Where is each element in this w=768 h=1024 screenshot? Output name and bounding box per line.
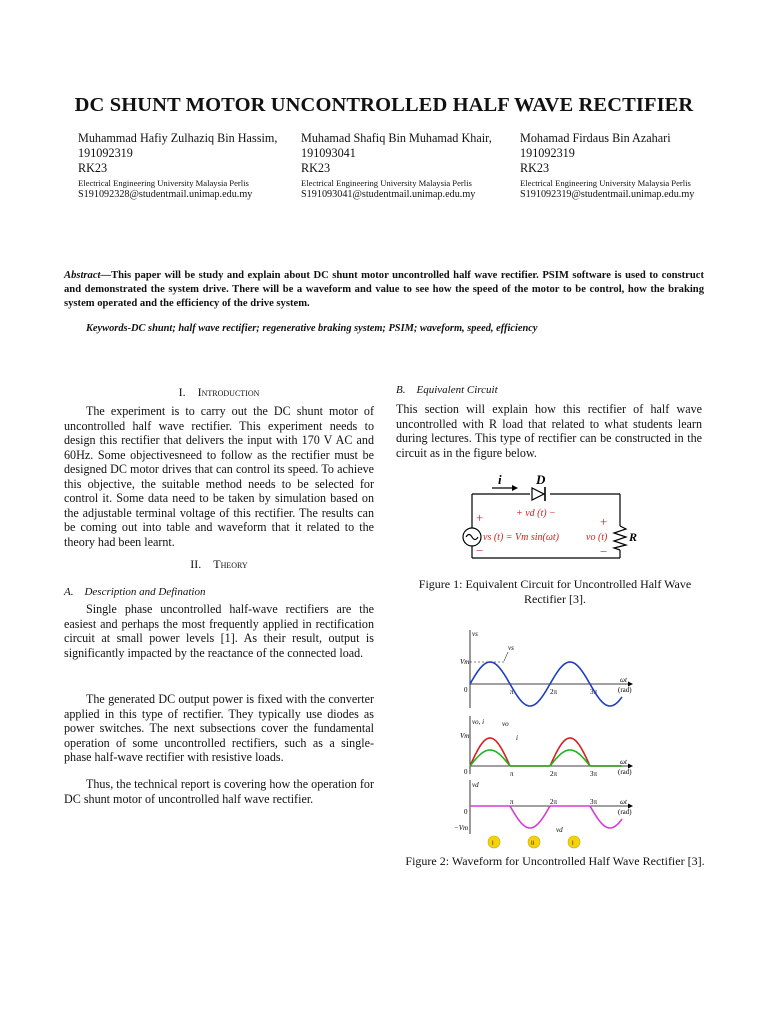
section-title: Introduction	[197, 385, 260, 399]
section-heading-introduction	[64, 385, 374, 400]
subsection-heading-equivalent-circuit	[396, 384, 702, 396]
zero-label: 0	[464, 686, 468, 694]
waveform-figure	[428, 624, 644, 852]
subsection-title: Description and Defination	[84, 586, 206, 598]
figure-2-caption: Figure 2: Waveform for Uncontrolled Half Wave Rectifier [3].	[405, 854, 705, 868]
rad-label: (rad)	[618, 808, 632, 816]
resistor-label: R	[629, 530, 638, 544]
omega-t-label: ωt	[620, 798, 627, 806]
i-curve-label: i	[516, 734, 518, 742]
author-affiliation: Electrical Engineering University Malaysia Perlis	[301, 178, 472, 188]
diode-voltage-label: + vd (t) −	[516, 508, 556, 519]
rad-label: (rad)	[618, 686, 632, 694]
load-minus-sign: −	[600, 544, 608, 559]
interval-marker-1	[488, 836, 500, 848]
section-number: II.	[190, 557, 202, 571]
pi-label: π	[510, 770, 514, 778]
current-curve	[470, 750, 622, 766]
introduction-paragraph: The experiment is to carry out the DC shunt motor of uncontrolled half wave rectifier. This experiment needs to design this rectifier that delivers the input with 170 V AC and 60Hz. Some objectivesneed to follow as the rectifier must be designed DC motor drives that can control its speed. To achieve this objective, the suitable method needs to be selected for control it. Some data need to be taken by simulation based on the adjustable terminal voltage of this rectifier. The results can be coming out into table and waveform that it related to the theory had been learnt.	[64, 404, 374, 549]
theory-paragraph-3: Thus, the technical report is covering how the operation for DC shunt motor of uncontrolled half wave rectifier.	[64, 777, 374, 806]
author-id: 191092319	[520, 146, 575, 160]
author-email: S191093041@studentmail.unimap.edu.my	[301, 189, 476, 200]
section-number: I.	[178, 385, 186, 399]
source-minus-sign: −	[476, 543, 484, 558]
author-name: Mohamad Firdaus Bin Azahari	[520, 131, 671, 145]
author-id: 191093041	[301, 146, 356, 160]
two-pi-label: 2π	[550, 798, 558, 806]
marker-label: ii	[531, 840, 535, 847]
omega-t-label: ωt	[620, 676, 627, 684]
interval-marker-3	[568, 836, 580, 848]
keywords: Keywords-DC shunt; half wave rectifier; regenerative braking system; PSIM; waveform, speed, efficiency	[86, 323, 538, 334]
two-pi-label: 2π	[550, 688, 558, 696]
author-1	[78, 131, 308, 201]
source-voltage-label: vs (t) = Vm sin(ωt)	[483, 532, 560, 543]
rad-label: (rad)	[618, 768, 632, 776]
author-3	[520, 131, 750, 201]
author-email: S191092328@studentmail.unimap.edu.my	[78, 189, 253, 200]
two-pi-label: 2π	[550, 770, 558, 778]
output-voltage-curve	[470, 738, 622, 766]
vd-axis-label: vd	[472, 781, 479, 789]
author-affiliation: Electrical Engineering University Malaysia Perlis	[78, 178, 249, 188]
neg-vm-label: −Vm	[454, 824, 469, 832]
subsection-label: A.	[64, 586, 74, 598]
paper-title: DC SHUNT MOTOR UNCONTROLLED HALF WAVE RECTIFIER	[74, 94, 694, 116]
three-pi-label: 3π	[590, 798, 598, 806]
author-group: RK23	[301, 161, 331, 175]
current-arrow-icon	[512, 485, 518, 491]
output-voltage-label: vo (t)	[586, 532, 608, 543]
vo-i-axis-label: vo, i	[472, 718, 485, 726]
author-group: RK23	[78, 161, 108, 175]
subsection-title: Equivalent Circuit	[416, 384, 498, 396]
equivalent-circuit-paragraph: This section will explain how this rectifier of half wave uncontrolled with R load that related to what students learn during lectures. This type of rectifier can be constructed in the circuit as in the figure below.	[396, 402, 702, 460]
author-email: S191092319@studentmail.unimap.edu.my	[520, 189, 695, 200]
vs-axis-label: vs	[472, 630, 478, 638]
vm-label: Vm	[460, 732, 470, 740]
pi-label: π	[510, 688, 514, 696]
abstract-text: —This paper will be study and explain about DC shunt motor uncontrolled half wave rectifier. PSIM software is used to construct and demonstrated the system drive. There will be a waveform and value to see how the speed of the motor to be control, how the braking system operated and the efficiency of the drive system.	[64, 270, 704, 310]
omega-t-label: ωt	[620, 758, 627, 766]
abstract-label: Abstract	[64, 270, 101, 281]
abstract	[64, 269, 704, 312]
theory-paragraph-2: The generated DC output power is fixed with the converter applied in this type of rectifier. They typically use diodes as power switches. The next subsections cover the fundamental operation of some uncontrolled rectifiers, such as a single-phase half-wave rectifier with resistive loads.	[64, 692, 374, 764]
author-2	[301, 131, 531, 201]
vo-curve-label: vo	[502, 720, 509, 728]
marker-label: i	[492, 840, 494, 847]
diode-voltage-curve	[470, 806, 622, 828]
author-name: Muhammad Hafiy Zulhaziq Bin Hassim,	[78, 131, 278, 145]
author-name: Muhamad Shafiq Bin Muhamad Khair,	[301, 131, 492, 145]
source-plus-sign: +	[476, 510, 484, 525]
zero-label: 0	[464, 808, 468, 816]
pi-label: π	[510, 798, 514, 806]
diode-icon	[532, 488, 544, 500]
theory-paragraph-1: Single phase uncontrolled half-wave rectifiers are the easiest and perhaps the most frequently applied in rectification circuit at small power levels [1]. As their result, output is significantly impacted by the reactance of the connected load.	[64, 602, 374, 660]
vm-label: Vm	[460, 658, 470, 666]
section-heading-theory	[64, 557, 374, 572]
load-plus-sign: +	[600, 514, 608, 529]
three-pi-label: 3π	[590, 688, 598, 696]
author-group: RK23	[520, 161, 550, 175]
diode-label: D	[536, 472, 546, 487]
current-label: i	[498, 472, 502, 487]
figure-1-caption: Figure 1: Equivalent Circuit for Uncontrolled Half Wave Rectifier [3].	[418, 577, 692, 606]
subsection-label: B.	[396, 384, 406, 396]
subsection-heading-description	[64, 586, 374, 598]
author-affiliation: Electrical Engineering University Malaysia Perlis	[520, 178, 691, 188]
vd-curve-label: vd	[556, 826, 563, 834]
author-id: 191092319	[78, 146, 133, 160]
section-title: Theory	[213, 557, 248, 571]
equivalent-circuit-diagram	[448, 470, 648, 566]
vs-curve-label: vs	[508, 644, 514, 652]
marker-label: i	[572, 840, 574, 847]
zero-label: 0	[464, 768, 468, 776]
three-pi-label: 3π	[590, 770, 598, 778]
